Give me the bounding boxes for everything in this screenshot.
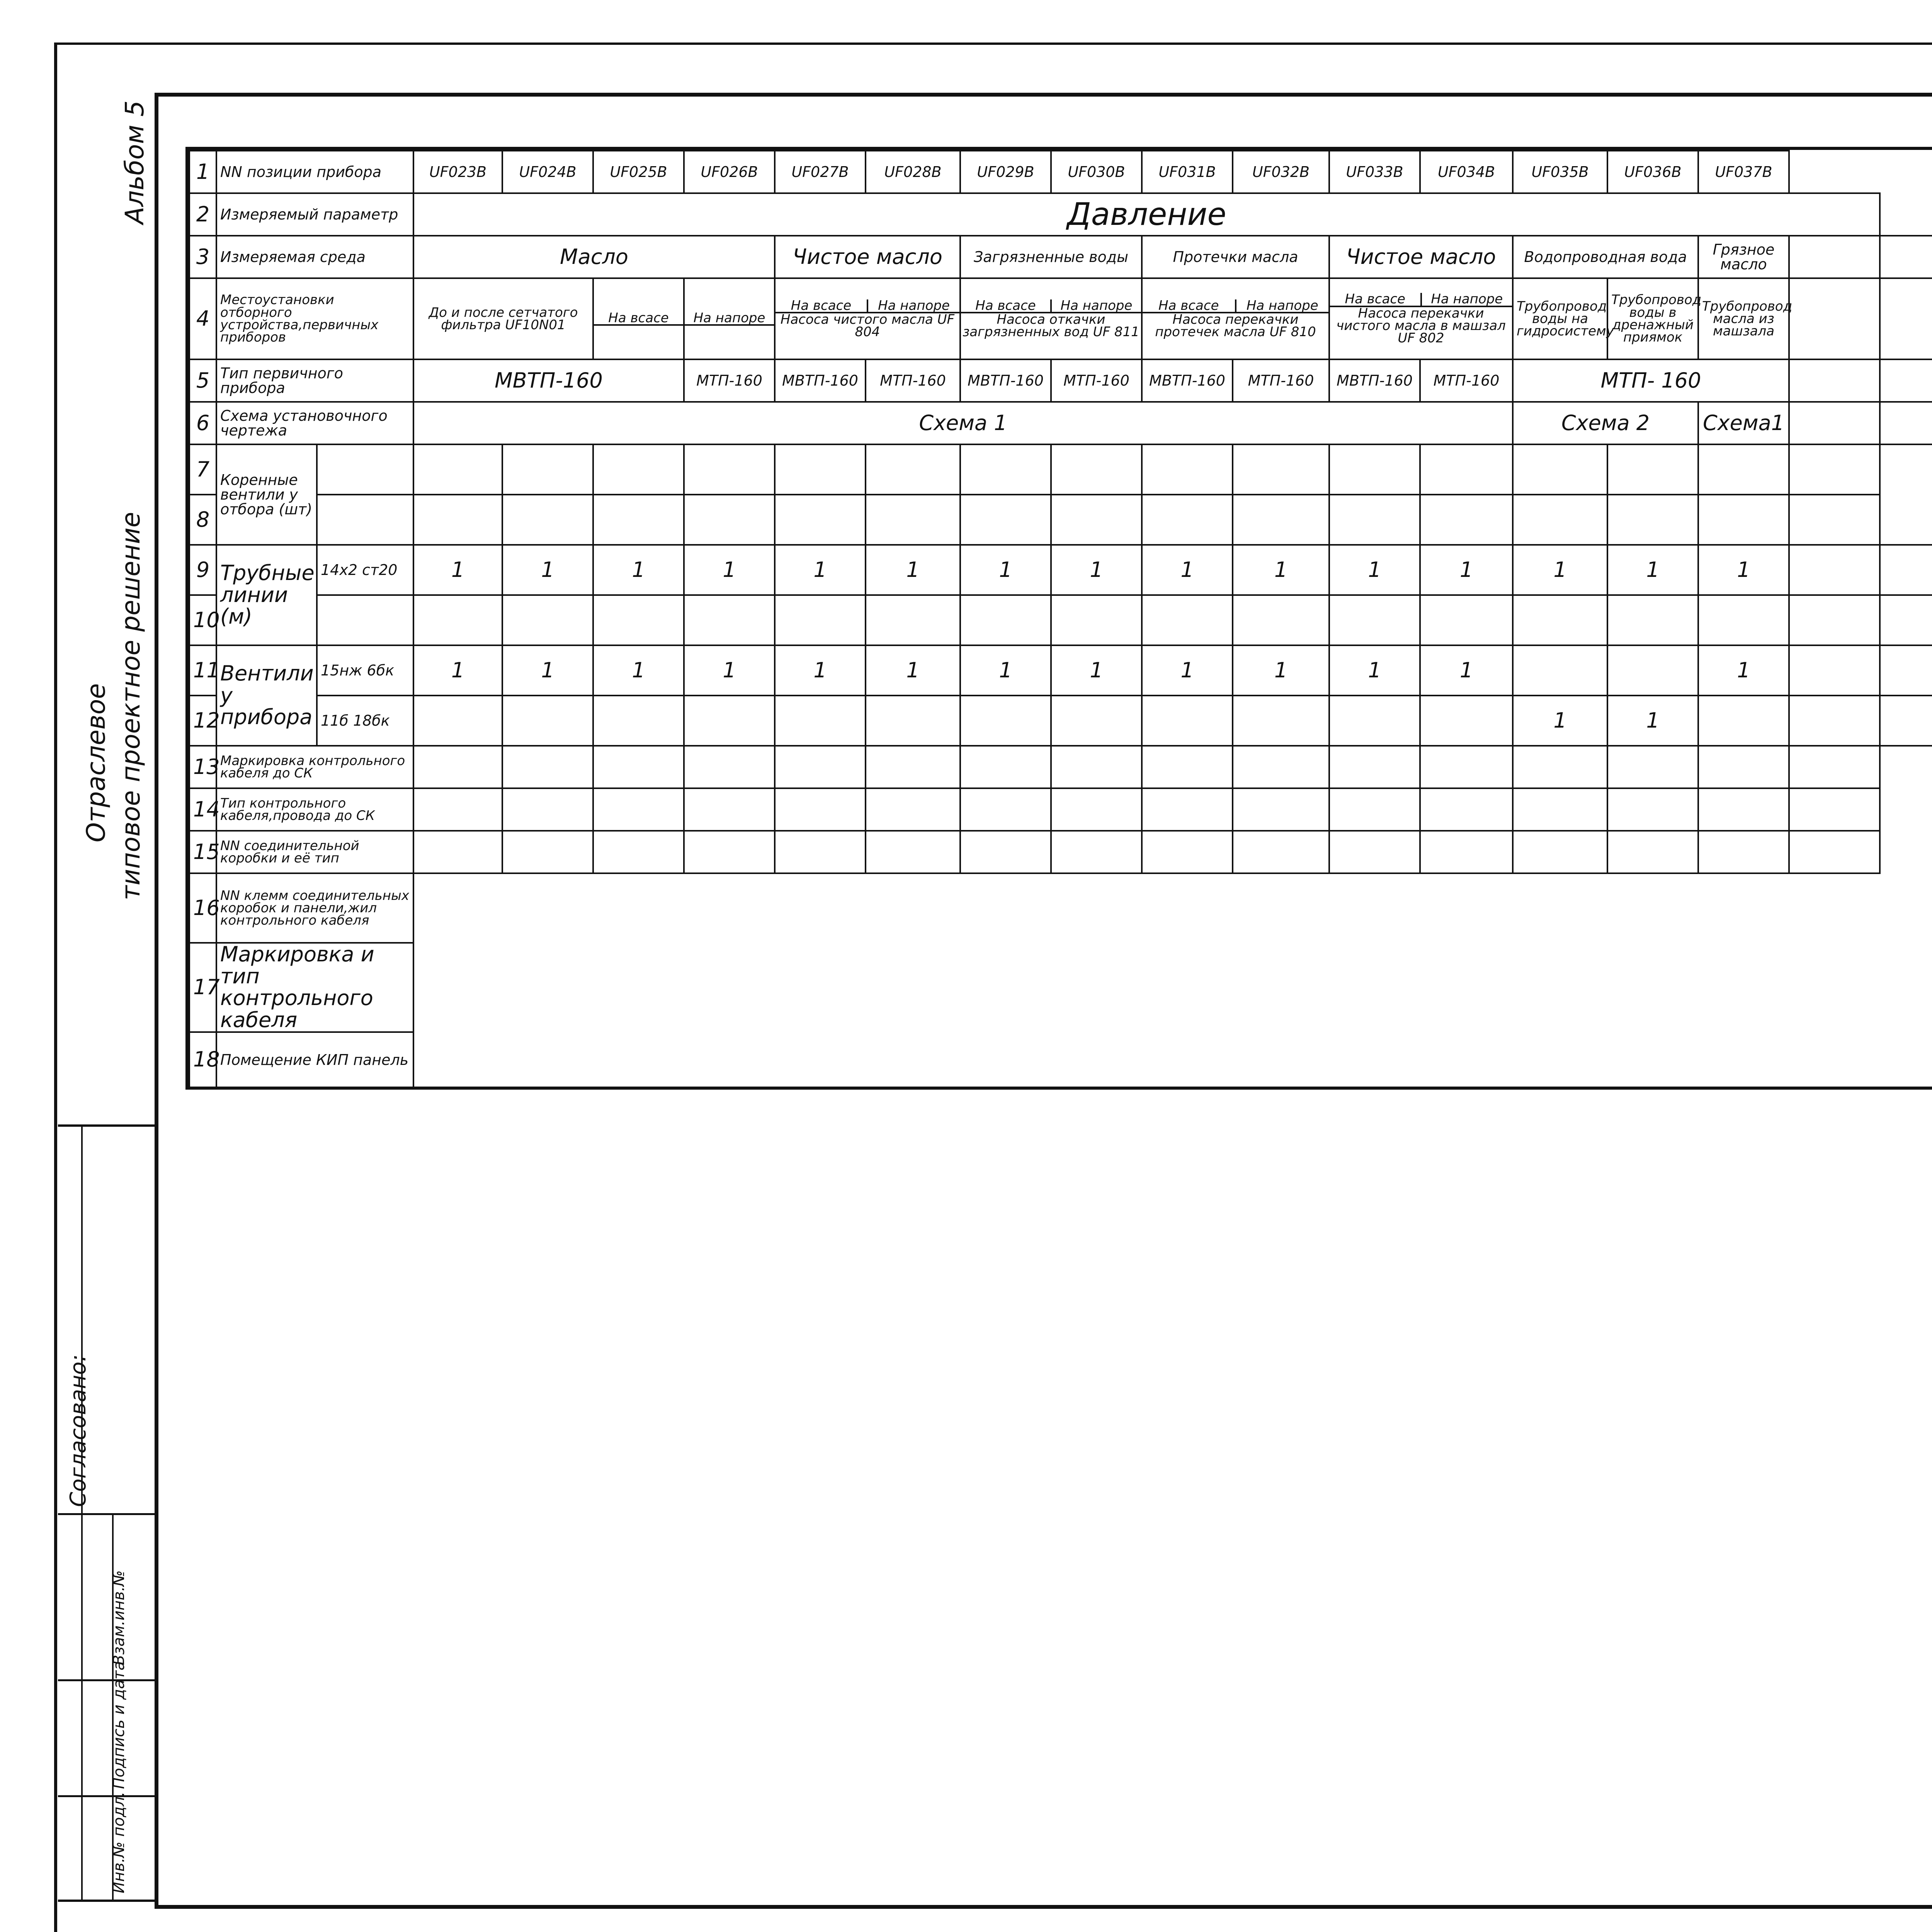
row-num: 13	[189, 746, 216, 788]
row-device-valves-b	[189, 696, 1932, 746]
location-sub: Насоса откачки загрязненных вод UF 811	[963, 311, 1139, 340]
qty-cell: 1	[866, 545, 960, 595]
empty-cell	[1789, 278, 1880, 359]
device-type-cell: МВТП-160	[960, 359, 1051, 402]
album-label: Альбом 5	[120, 100, 150, 224]
media-cell: Протечки масла	[1142, 236, 1329, 278]
row-num: 12	[189, 696, 216, 746]
position-cell: UF031B	[1142, 151, 1233, 193]
qty-cell	[1329, 696, 1420, 746]
row-num: 9	[189, 545, 216, 595]
qty-cell: 1	[1698, 545, 1789, 595]
media-cell: Масло	[413, 236, 775, 278]
location-sub: На напоре	[1246, 298, 1318, 313]
row-root-valves-a	[189, 444, 1932, 495]
qty-cell	[1233, 696, 1329, 746]
stamp-inv-orig: Инв.№ подл.	[110, 1791, 128, 1893]
row-label: Измеряемая среда	[216, 236, 413, 278]
qty-cell: 1	[502, 645, 593, 696]
qty-cell	[1513, 645, 1607, 696]
qty-cell: 1	[1698, 645, 1789, 696]
row-num: 2	[189, 193, 216, 236]
blank-area	[413, 873, 1880, 1088]
qty-cell	[1051, 696, 1142, 746]
row-pipes-a	[189, 545, 1932, 595]
device-type-cell: МТП-160	[866, 359, 960, 402]
row-pipes-b	[189, 595, 1932, 645]
position-cell: UF032B	[1233, 151, 1329, 193]
position-cell: UF026B	[684, 151, 775, 193]
qty-cell: 1	[1142, 545, 1233, 595]
location-sub: На всасе	[1143, 299, 1236, 312]
stamp-block	[58, 1124, 157, 1902]
row-location	[189, 278, 1932, 359]
qty-cell: 1	[1051, 545, 1142, 595]
qty-cell: 1	[413, 645, 502, 696]
location-cell	[775, 278, 960, 359]
row-device-valves-a	[189, 645, 1932, 696]
location-sub: На напоре	[685, 312, 774, 326]
location-cell: Трубопровод воды на гидросистему	[1513, 278, 1607, 359]
row-label: Трубные линии (м)	[216, 545, 317, 645]
row-num: 1	[189, 151, 216, 193]
row-label: Вентили у прибора	[216, 645, 317, 746]
device-type-cell: МТП-160	[1420, 359, 1513, 402]
qty-cell: 1	[593, 545, 684, 595]
device-type-cell: МТП-160	[1233, 359, 1329, 402]
qty-cell: 1	[775, 645, 866, 696]
qty-cell: 1	[1233, 545, 1329, 595]
location-cell	[1142, 278, 1329, 359]
position-cell: UF028B	[866, 151, 960, 193]
scheme-cell: Схема1	[1698, 402, 1789, 444]
qty-cell: 1	[502, 545, 593, 595]
row-sublabel: 14х2 ст20	[317, 545, 413, 595]
row-label: Маркировка контрольного кабеля до СК	[216, 746, 413, 788]
row-label: Тип первичного прибора	[216, 359, 413, 402]
qty-cell	[775, 696, 866, 746]
stamp-sign-date: Подпись и дата	[110, 1661, 128, 1789]
row-num: 3	[189, 236, 216, 278]
side-title-1: Отраслевое	[81, 683, 111, 842]
qty-cell: 1	[413, 545, 502, 595]
media-cell: Чистое масло	[1329, 236, 1513, 278]
qty-cell: 1	[960, 545, 1051, 595]
device-type-cell: МТП-160	[1051, 359, 1142, 402]
row-label: Измеряемый параметр	[216, 193, 413, 236]
location-cell	[684, 278, 775, 359]
row-label: Тип контрольного кабеля,провода до СК	[216, 788, 413, 831]
device-type-cell: МТП- 160	[1513, 359, 1789, 402]
stamp-agreed: Согласовано:	[66, 1354, 91, 1507]
row-label: Схема установочного чертежа	[216, 402, 413, 444]
qty-cell: 1	[684, 645, 775, 696]
row-sublabel: 11б 18бк	[317, 696, 413, 746]
position-cell: UF027B	[775, 151, 866, 193]
qty-cell	[593, 696, 684, 746]
side-title-2: типовое проектное решение	[116, 512, 146, 900]
location-sub: Насоса чистого масла UF 804	[780, 311, 955, 340]
position-cell: UF025B	[593, 151, 684, 193]
location-sub: Насоса перекачки чистого масла в машзал UF 802	[1336, 305, 1506, 346]
row-num: 14	[189, 788, 216, 831]
qty-cell: 1	[1607, 696, 1698, 746]
location-cell	[960, 278, 1142, 359]
empty-cell	[1880, 402, 1932, 444]
row-num: 11	[189, 645, 216, 696]
location-sub: На всасе	[1330, 293, 1422, 305]
row-root-valves-b	[189, 495, 1932, 545]
empty-cell	[1789, 359, 1880, 402]
qty-cell	[960, 696, 1051, 746]
position-cell: UF029B	[960, 151, 1051, 193]
location-cell: До и после сетчатого фильтра UF10N01	[413, 278, 593, 359]
location-cell: Трубопровод воды в дренажный приямок	[1607, 278, 1698, 359]
location-cell	[1329, 278, 1513, 359]
qty-cell: 1	[1513, 545, 1607, 595]
qty-cell: 1	[1233, 645, 1329, 696]
empty-cell	[1789, 402, 1880, 444]
location-sub: На напоре	[1060, 298, 1133, 313]
device-type-cell: МТП-160	[684, 359, 775, 402]
empty-cell	[1880, 278, 1932, 359]
instrument-table	[185, 147, 1932, 1090]
empty-cell	[1789, 236, 1880, 278]
device-type-cell: МВТП-160	[1329, 359, 1420, 402]
row-media	[189, 236, 1932, 278]
qty-cell: 1	[1420, 645, 1513, 696]
qty-cell: 1	[960, 645, 1051, 696]
row-device-type	[189, 359, 1932, 402]
empty-cell	[1880, 236, 1932, 278]
row-num: 15	[189, 831, 216, 873]
qty-cell	[413, 696, 502, 746]
row-label: Помещение КИП панель	[216, 1032, 413, 1088]
location-sub: На всасе	[594, 312, 683, 326]
row-num: 18	[189, 1032, 216, 1088]
position-cell: UF037B	[1698, 151, 1789, 193]
row-parameter	[189, 193, 1932, 236]
position-cell: UF034B	[1420, 151, 1513, 193]
position-cell: UF030B	[1051, 151, 1142, 193]
location-cell	[593, 278, 684, 359]
row-cable-mark	[189, 746, 1932, 788]
qty-cell	[866, 696, 960, 746]
row-num: 5	[189, 359, 216, 402]
row-label: Местоустановки отборного устройства,первичных приборов	[216, 278, 413, 359]
row-positions	[189, 151, 1932, 193]
qty-cell: 1	[775, 545, 866, 595]
device-type-cell: МВТП-160	[413, 359, 684, 402]
scheme-cell: Схема 1	[413, 402, 1513, 444]
qty-cell: 1	[1420, 545, 1513, 595]
position-cell: UF035B	[1513, 151, 1607, 193]
scheme-cell: Схема 2	[1513, 402, 1698, 444]
location-sub: На напоре	[878, 298, 950, 313]
position-cell: UF024B	[502, 151, 593, 193]
media-cell: Загрязненные воды	[960, 236, 1142, 278]
qty-cell: 1	[1329, 545, 1420, 595]
media-cell: Чистое масло	[775, 236, 960, 278]
location-sub: На напоре	[1431, 291, 1503, 307]
row-label: NN соединительной коробки и её тип	[216, 831, 413, 873]
location-sub: Насоса перекачки протечек масла UF 810	[1155, 311, 1316, 340]
qty-cell: 1	[1513, 696, 1607, 746]
qty-cell	[1142, 696, 1233, 746]
device-type-cell: МВТП-160	[1142, 359, 1233, 402]
location-cell: Трубопровод масла из машзала	[1698, 278, 1789, 359]
row-cable-type	[189, 788, 1932, 831]
location-sub: На всасе	[961, 299, 1052, 312]
position-cell: UF033B	[1329, 151, 1420, 193]
row-num: 10	[189, 595, 216, 645]
stamp-inv-repl: Взам.инв.№	[110, 1570, 128, 1665]
row-num: 6	[189, 402, 216, 444]
qty-cell: 1	[593, 645, 684, 696]
row-label: NN позиции прибора	[216, 151, 413, 193]
row-junction-box	[189, 831, 1932, 873]
row-sublabel: 15нж 6бк	[317, 645, 413, 696]
qty-cell: 1	[1329, 645, 1420, 696]
empty-cell	[1880, 359, 1932, 402]
location-sub: На всасе	[776, 299, 868, 312]
row-label: NN клемм соединительных коробок и панели,жил контрольного кабеля	[216, 873, 413, 943]
row-terminals	[189, 873, 1932, 943]
qty-cell: 1	[1051, 645, 1142, 696]
row-label: Маркировка и тип контрольного кабеля	[216, 943, 413, 1032]
qty-cell: 1	[684, 545, 775, 595]
row-num: 17	[189, 943, 216, 1032]
row-label: Коренные вентили у отбора (шт)	[216, 444, 317, 545]
media-cell: Грязное масло	[1698, 236, 1789, 278]
qty-cell	[1698, 696, 1789, 746]
qty-cell: 1	[1607, 545, 1698, 595]
media-cell: Водопроводная вода	[1513, 236, 1698, 278]
qty-cell	[1420, 696, 1513, 746]
device-type-cell: МВТП-160	[775, 359, 866, 402]
row-num: 16	[189, 873, 216, 943]
qty-cell	[684, 696, 775, 746]
qty-cell	[502, 696, 593, 746]
row-num: 4	[189, 278, 216, 359]
instrument-grid	[189, 150, 1932, 1088]
parameter-value: Давление	[413, 193, 1880, 236]
qty-cell: 1	[866, 645, 960, 696]
position-cell: UF036B	[1607, 151, 1698, 193]
row-num: 7	[189, 444, 216, 495]
qty-cell: 1	[1142, 645, 1233, 696]
qty-cell	[1607, 645, 1698, 696]
position-cell: UF023B	[413, 151, 502, 193]
row-scheme	[189, 402, 1932, 444]
row-num: 8	[189, 495, 216, 545]
